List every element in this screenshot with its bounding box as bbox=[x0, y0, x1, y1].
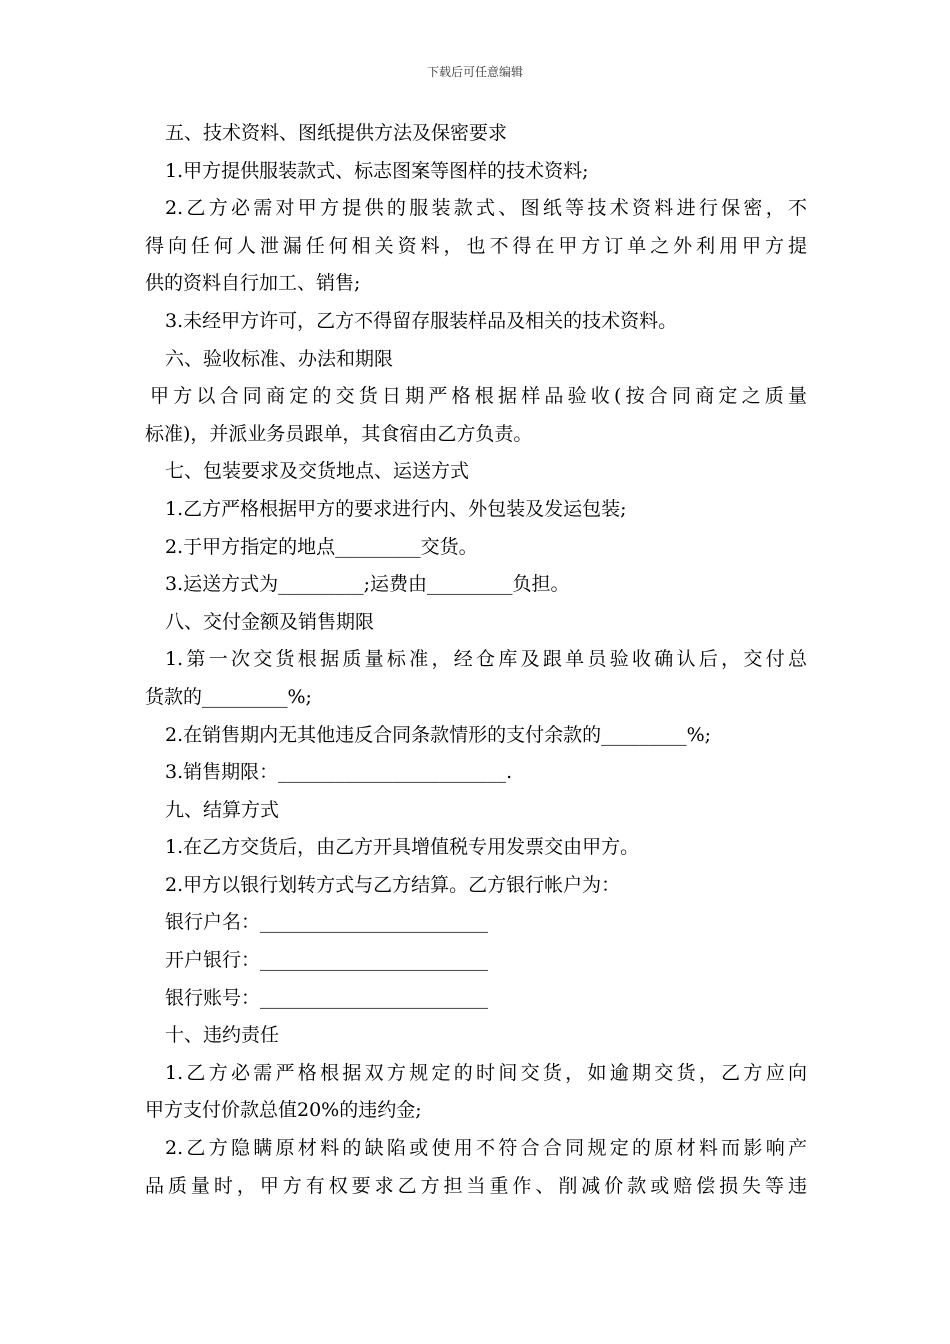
document-line: 甲方以合同商定的交货日期严格根据样品验收(按合同商定之质量 bbox=[150, 385, 807, 408]
document-line: 银行户名：________________________ bbox=[165, 911, 489, 934]
document-line: 2.乙方必需对甲方提供的服装款式、图纸等技术资料进行保密，不 bbox=[165, 197, 807, 220]
document-line: 2.于甲方指定的地点_________交货。 bbox=[165, 535, 478, 558]
document-line: 十、违约责任 bbox=[165, 1024, 280, 1047]
document-line: 3.未经甲方许可，乙方不得留存服装样品及相关的技术资料。 bbox=[165, 309, 678, 332]
document-line: 六、验收标准、办法和期限 bbox=[165, 347, 394, 370]
document-line: 1.在乙方交货后，由乙方开具增值税专用发票交由甲方。 bbox=[165, 836, 640, 859]
document-line: 1.乙方严格根据甲方的要求进行内、外包装及发运包装; bbox=[165, 497, 627, 520]
page-header-note: 下载后可任意编辑 bbox=[426, 65, 523, 79]
document-line: 1.第一次交货根据质量标准，经仓库及跟单员验收确认后，交付总 bbox=[165, 648, 807, 671]
document-line: 3.运送方式为_________;运费由_________负担。 bbox=[165, 573, 570, 596]
document-line: 3.销售期限：________________________. bbox=[165, 761, 513, 784]
document-line: 1.甲方提供服装款式、标志图案等图样的技术资料; bbox=[165, 159, 589, 182]
document-line: 2.乙方隐瞒原材料的缺陷或使用不符合合同规定的原材料而影响产 bbox=[165, 1137, 807, 1160]
document-line: 七、包装要求及交货地点、运送方式 bbox=[165, 460, 470, 483]
document-line: 2.在销售期内无其他违反合同条款情形的支付余款的_________%; bbox=[165, 723, 712, 746]
document-line: 甲方支付价款总值20%的违约金; bbox=[145, 1099, 422, 1122]
document-line: 八、交付金额及销售期限 bbox=[165, 610, 375, 633]
document-line: 2.甲方以银行划转方式与乙方结算。乙方银行帐户为： bbox=[165, 873, 621, 896]
document-line: 1.乙方必需严格根据双方规定的时间交货，如逾期交货，乙方应向 bbox=[165, 1061, 807, 1084]
document-line: 开户银行：________________________ bbox=[165, 949, 489, 972]
document-line: 货款的_________%; bbox=[145, 685, 312, 708]
document-line: 品质量时，甲方有权要求乙方担当重作、削减价款或赔偿损失等违 bbox=[145, 1174, 807, 1197]
document-line: 银行账号：________________________ bbox=[165, 986, 489, 1009]
document-line: 九、结算方式 bbox=[165, 798, 280, 821]
document-line: 供的资料自行加工、销售; bbox=[145, 272, 361, 295]
document-line: 五、技术资料、图纸提供方法及保密要求 bbox=[165, 122, 508, 144]
document-line: 得向任何人泄漏任何相关资料，也不得在甲方订单之外利用甲方提 bbox=[145, 234, 807, 257]
document-body bbox=[145, 115, 807, 1205]
document-line: 标准)，并派业务员跟单，其食宿由乙方负责。 bbox=[145, 422, 533, 445]
